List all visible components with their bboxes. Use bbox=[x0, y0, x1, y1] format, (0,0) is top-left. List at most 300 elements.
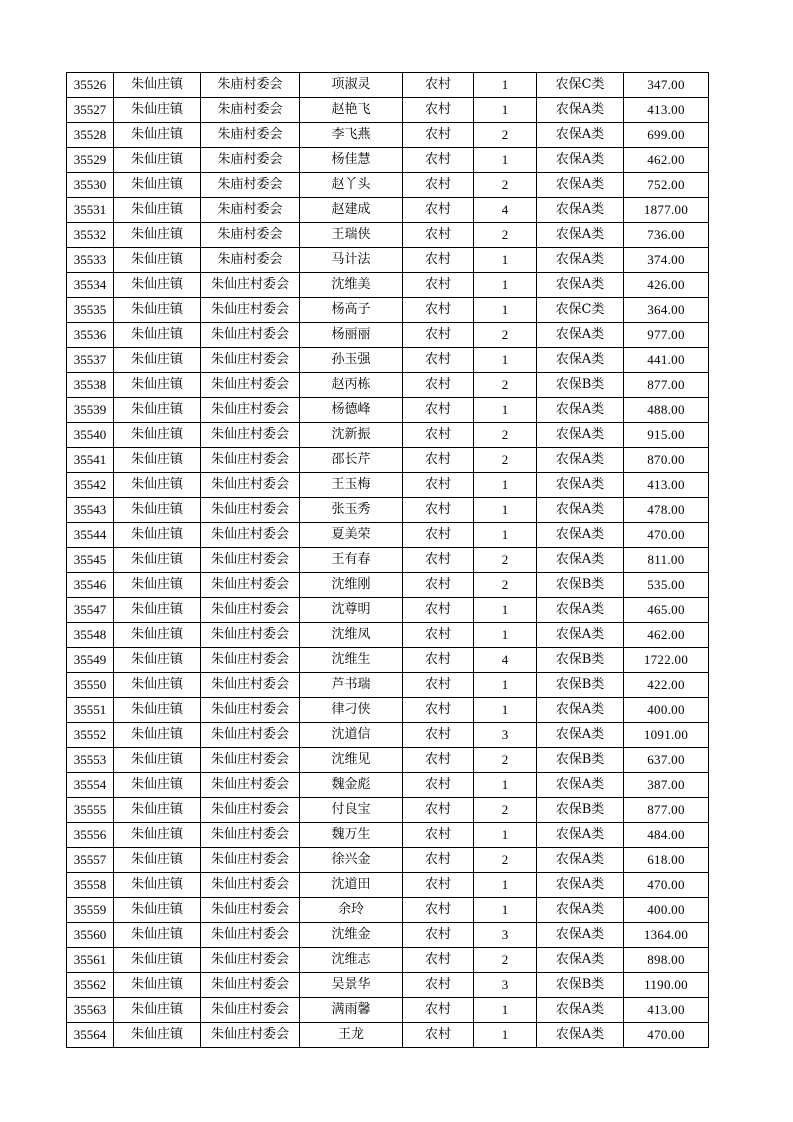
household-size-cell: 1 bbox=[474, 673, 537, 698]
row-id-cell: 35539 bbox=[67, 398, 114, 423]
insurance-category-cell: 农保C类 bbox=[537, 298, 624, 323]
table-row bbox=[67, 498, 709, 523]
town-cell: 朱仙庄镇 bbox=[114, 723, 201, 748]
household-size-cell: 1 bbox=[474, 473, 537, 498]
table-row bbox=[67, 973, 709, 998]
area-type-cell: 农村 bbox=[403, 723, 474, 748]
name-cell: 杨佳慧 bbox=[300, 148, 403, 173]
row-id-cell: 35537 bbox=[67, 348, 114, 373]
row-id-cell: 35559 bbox=[67, 898, 114, 923]
village-committee-cell: 朱仙庄村委会 bbox=[201, 973, 300, 998]
row-id-cell: 35543 bbox=[67, 498, 114, 523]
insurance-category-cell: 农保B类 bbox=[537, 573, 624, 598]
insurance-category-cell: 农保A类 bbox=[537, 598, 624, 623]
row-id-cell: 35533 bbox=[67, 248, 114, 273]
village-committee-cell: 朱庙村委会 bbox=[201, 248, 300, 273]
row-id-cell: 35549 bbox=[67, 648, 114, 673]
household-size-cell: 2 bbox=[474, 423, 537, 448]
table-row bbox=[67, 73, 709, 98]
table-row bbox=[67, 873, 709, 898]
row-id-cell: 35548 bbox=[67, 623, 114, 648]
row-id-cell: 35558 bbox=[67, 873, 114, 898]
area-type-cell: 农村 bbox=[403, 98, 474, 123]
household-size-cell: 2 bbox=[474, 573, 537, 598]
household-size-cell: 2 bbox=[474, 548, 537, 573]
village-committee-cell: 朱仙庄村委会 bbox=[201, 623, 300, 648]
insurance-category-cell: 农保C类 bbox=[537, 73, 624, 98]
town-cell: 朱仙庄镇 bbox=[114, 548, 201, 573]
amount-cell: 535.00 bbox=[624, 573, 709, 598]
household-size-cell: 1 bbox=[474, 523, 537, 548]
row-id-cell: 35527 bbox=[67, 98, 114, 123]
amount-cell: 877.00 bbox=[624, 373, 709, 398]
amount-cell: 877.00 bbox=[624, 798, 709, 823]
table-row bbox=[67, 523, 709, 548]
village-committee-cell: 朱仙庄村委会 bbox=[201, 448, 300, 473]
table-row bbox=[67, 998, 709, 1023]
area-type-cell: 农村 bbox=[403, 523, 474, 548]
amount-cell: 736.00 bbox=[624, 223, 709, 248]
amount-cell: 1091.00 bbox=[624, 723, 709, 748]
insurance-category-cell: 农保A类 bbox=[537, 873, 624, 898]
insurance-category-cell: 农保A类 bbox=[537, 623, 624, 648]
amount-cell: 977.00 bbox=[624, 323, 709, 348]
amount-cell: 413.00 bbox=[624, 98, 709, 123]
table-row bbox=[67, 423, 709, 448]
town-cell: 朱仙庄镇 bbox=[114, 798, 201, 823]
table-row bbox=[67, 823, 709, 848]
amount-cell: 387.00 bbox=[624, 773, 709, 798]
area-type-cell: 农村 bbox=[403, 223, 474, 248]
amount-cell: 462.00 bbox=[624, 148, 709, 173]
row-id-cell: 35528 bbox=[67, 123, 114, 148]
row-id-cell: 35561 bbox=[67, 948, 114, 973]
household-size-cell: 1 bbox=[474, 73, 537, 98]
insurance-category-cell: 农保A类 bbox=[537, 273, 624, 298]
area-type-cell: 农村 bbox=[403, 73, 474, 98]
area-type-cell: 农村 bbox=[403, 448, 474, 473]
name-cell: 王有春 bbox=[300, 548, 403, 573]
insurance-category-cell: 农保B类 bbox=[537, 673, 624, 698]
area-type-cell: 农村 bbox=[403, 748, 474, 773]
table-row bbox=[67, 273, 709, 298]
table-row bbox=[67, 898, 709, 923]
household-size-cell: 1 bbox=[474, 998, 537, 1023]
name-cell: 魏金彪 bbox=[300, 773, 403, 798]
village-committee-cell: 朱仙庄村委会 bbox=[201, 773, 300, 798]
name-cell: 沈维志 bbox=[300, 948, 403, 973]
amount-cell: 441.00 bbox=[624, 348, 709, 373]
village-committee-cell: 朱庙村委会 bbox=[201, 173, 300, 198]
town-cell: 朱仙庄镇 bbox=[114, 173, 201, 198]
village-committee-cell: 朱仙庄村委会 bbox=[201, 873, 300, 898]
area-type-cell: 农村 bbox=[403, 823, 474, 848]
town-cell: 朱仙庄镇 bbox=[114, 598, 201, 623]
area-type-cell: 农村 bbox=[403, 698, 474, 723]
village-committee-cell: 朱仙庄村委会 bbox=[201, 848, 300, 873]
village-committee-cell: 朱庙村委会 bbox=[201, 198, 300, 223]
name-cell: 付良宝 bbox=[300, 798, 403, 823]
row-id-cell: 35552 bbox=[67, 723, 114, 748]
table-row bbox=[67, 548, 709, 573]
amount-cell: 465.00 bbox=[624, 598, 709, 623]
village-committee-cell: 朱仙庄村委会 bbox=[201, 323, 300, 348]
table-row bbox=[67, 673, 709, 698]
insurance-category-cell: 农保A类 bbox=[537, 498, 624, 523]
village-committee-cell: 朱仙庄村委会 bbox=[201, 823, 300, 848]
amount-cell: 347.00 bbox=[624, 73, 709, 98]
amount-cell: 364.00 bbox=[624, 298, 709, 323]
insurance-category-cell: 农保A类 bbox=[537, 898, 624, 923]
insurance-category-cell: 农保A类 bbox=[537, 923, 624, 948]
town-cell: 朱仙庄镇 bbox=[114, 948, 201, 973]
amount-cell: 413.00 bbox=[624, 473, 709, 498]
insurance-category-cell: 农保A类 bbox=[537, 148, 624, 173]
amount-cell: 400.00 bbox=[624, 898, 709, 923]
insurance-category-cell: 农保A类 bbox=[537, 848, 624, 873]
insurance-category-cell: 农保A类 bbox=[537, 823, 624, 848]
village-committee-cell: 朱仙庄村委会 bbox=[201, 748, 300, 773]
insurance-category-cell: 农保A类 bbox=[537, 248, 624, 273]
town-cell: 朱仙庄镇 bbox=[114, 373, 201, 398]
village-committee-cell: 朱仙庄村委会 bbox=[201, 698, 300, 723]
village-committee-cell: 朱仙庄村委会 bbox=[201, 1023, 300, 1048]
household-size-cell: 2 bbox=[474, 323, 537, 348]
household-size-cell: 2 bbox=[474, 848, 537, 873]
insurance-category-cell: 农保B类 bbox=[537, 748, 624, 773]
town-cell: 朱仙庄镇 bbox=[114, 898, 201, 923]
town-cell: 朱仙庄镇 bbox=[114, 123, 201, 148]
village-committee-cell: 朱仙庄村委会 bbox=[201, 398, 300, 423]
amount-cell: 422.00 bbox=[624, 673, 709, 698]
village-committee-cell: 朱仙庄村委会 bbox=[201, 998, 300, 1023]
row-id-cell: 35545 bbox=[67, 548, 114, 573]
area-type-cell: 农村 bbox=[403, 373, 474, 398]
insurance-category-cell: 农保A类 bbox=[537, 948, 624, 973]
household-size-cell: 1 bbox=[474, 98, 537, 123]
town-cell: 朱仙庄镇 bbox=[114, 498, 201, 523]
village-committee-cell: 朱仙庄村委会 bbox=[201, 548, 300, 573]
name-cell: 沈道田 bbox=[300, 873, 403, 898]
village-committee-cell: 朱仙庄村委会 bbox=[201, 573, 300, 598]
household-size-cell: 1 bbox=[474, 873, 537, 898]
household-size-cell: 1 bbox=[474, 148, 537, 173]
row-id-cell: 35563 bbox=[67, 998, 114, 1023]
village-committee-cell: 朱仙庄村委会 bbox=[201, 923, 300, 948]
row-id-cell: 35546 bbox=[67, 573, 114, 598]
area-type-cell: 农村 bbox=[403, 423, 474, 448]
village-committee-cell: 朱仙庄村委会 bbox=[201, 723, 300, 748]
area-type-cell: 农村 bbox=[403, 573, 474, 598]
roster-table-body bbox=[67, 73, 709, 1048]
area-type-cell: 农村 bbox=[403, 298, 474, 323]
row-id-cell: 35532 bbox=[67, 223, 114, 248]
household-size-cell: 1 bbox=[474, 1023, 537, 1048]
town-cell: 朱仙庄镇 bbox=[114, 273, 201, 298]
village-committee-cell: 朱庙村委会 bbox=[201, 123, 300, 148]
row-id-cell: 35551 bbox=[67, 698, 114, 723]
table-row bbox=[67, 648, 709, 673]
table-row bbox=[67, 398, 709, 423]
table-row bbox=[67, 573, 709, 598]
area-type-cell: 农村 bbox=[403, 998, 474, 1023]
table-row bbox=[67, 323, 709, 348]
row-id-cell: 35536 bbox=[67, 323, 114, 348]
table-row bbox=[67, 123, 709, 148]
name-cell: 满雨馨 bbox=[300, 998, 403, 1023]
name-cell: 赵建成 bbox=[300, 198, 403, 223]
table-row bbox=[67, 448, 709, 473]
name-cell: 沈维刚 bbox=[300, 573, 403, 598]
row-id-cell: 35526 bbox=[67, 73, 114, 98]
name-cell: 芦书瑞 bbox=[300, 673, 403, 698]
town-cell: 朱仙庄镇 bbox=[114, 623, 201, 648]
household-size-cell: 2 bbox=[474, 448, 537, 473]
amount-cell: 426.00 bbox=[624, 273, 709, 298]
area-type-cell: 农村 bbox=[403, 673, 474, 698]
village-committee-cell: 朱仙庄村委会 bbox=[201, 348, 300, 373]
table-row bbox=[67, 298, 709, 323]
town-cell: 朱仙庄镇 bbox=[114, 748, 201, 773]
name-cell: 李飞燕 bbox=[300, 123, 403, 148]
village-committee-cell: 朱仙庄村委会 bbox=[201, 648, 300, 673]
row-id-cell: 35557 bbox=[67, 848, 114, 873]
name-cell: 沈新振 bbox=[300, 423, 403, 448]
amount-cell: 400.00 bbox=[624, 698, 709, 723]
area-type-cell: 农村 bbox=[403, 973, 474, 998]
insurance-category-cell: 农保A类 bbox=[537, 473, 624, 498]
household-size-cell: 1 bbox=[474, 273, 537, 298]
insurance-category-cell: 农保A类 bbox=[537, 198, 624, 223]
area-type-cell: 农村 bbox=[403, 548, 474, 573]
insurance-category-cell: 农保A类 bbox=[537, 698, 624, 723]
row-id-cell: 35531 bbox=[67, 198, 114, 223]
household-size-cell: 1 bbox=[474, 298, 537, 323]
household-size-cell: 1 bbox=[474, 773, 537, 798]
name-cell: 律刁侠 bbox=[300, 698, 403, 723]
row-id-cell: 35562 bbox=[67, 973, 114, 998]
insurance-category-cell: 农保B类 bbox=[537, 648, 624, 673]
row-id-cell: 35529 bbox=[67, 148, 114, 173]
area-type-cell: 农村 bbox=[403, 148, 474, 173]
area-type-cell: 农村 bbox=[403, 198, 474, 223]
row-id-cell: 35555 bbox=[67, 798, 114, 823]
household-size-cell: 1 bbox=[474, 498, 537, 523]
town-cell: 朱仙庄镇 bbox=[114, 248, 201, 273]
household-size-cell: 1 bbox=[474, 623, 537, 648]
name-cell: 孙玉强 bbox=[300, 348, 403, 373]
name-cell: 沈尊明 bbox=[300, 598, 403, 623]
amount-cell: 470.00 bbox=[624, 1023, 709, 1048]
row-id-cell: 35544 bbox=[67, 523, 114, 548]
row-id-cell: 35538 bbox=[67, 373, 114, 398]
row-id-cell: 35542 bbox=[67, 473, 114, 498]
insurance-category-cell: 农保A类 bbox=[537, 98, 624, 123]
insurance-category-cell: 农保A类 bbox=[537, 323, 624, 348]
village-committee-cell: 朱庙村委会 bbox=[201, 98, 300, 123]
town-cell: 朱仙庄镇 bbox=[114, 1023, 201, 1048]
town-cell: 朱仙庄镇 bbox=[114, 698, 201, 723]
amount-cell: 462.00 bbox=[624, 623, 709, 648]
table-row bbox=[67, 473, 709, 498]
household-size-cell: 1 bbox=[474, 398, 537, 423]
town-cell: 朱仙庄镇 bbox=[114, 648, 201, 673]
insurance-category-cell: 农保A类 bbox=[537, 523, 624, 548]
name-cell: 赵丫头 bbox=[300, 173, 403, 198]
name-cell: 邵长芹 bbox=[300, 448, 403, 473]
insurance-category-cell: 农保A类 bbox=[537, 173, 624, 198]
amount-cell: 413.00 bbox=[624, 998, 709, 1023]
insurance-category-cell: 农保A类 bbox=[537, 398, 624, 423]
amount-cell: 1190.00 bbox=[624, 973, 709, 998]
area-type-cell: 农村 bbox=[403, 898, 474, 923]
household-size-cell: 2 bbox=[474, 948, 537, 973]
insurance-category-cell: 农保A类 bbox=[537, 723, 624, 748]
table-row bbox=[67, 598, 709, 623]
household-size-cell: 1 bbox=[474, 598, 537, 623]
household-size-cell: 1 bbox=[474, 698, 537, 723]
amount-cell: 870.00 bbox=[624, 448, 709, 473]
town-cell: 朱仙庄镇 bbox=[114, 998, 201, 1023]
household-size-cell: 3 bbox=[474, 723, 537, 748]
name-cell: 吴景华 bbox=[300, 973, 403, 998]
name-cell: 项淑灵 bbox=[300, 73, 403, 98]
village-committee-cell: 朱庙村委会 bbox=[201, 148, 300, 173]
amount-cell: 915.00 bbox=[624, 423, 709, 448]
table-row bbox=[67, 173, 709, 198]
table-row bbox=[67, 348, 709, 373]
row-id-cell: 35540 bbox=[67, 423, 114, 448]
town-cell: 朱仙庄镇 bbox=[114, 523, 201, 548]
name-cell: 赵丙栋 bbox=[300, 373, 403, 398]
table-row bbox=[67, 373, 709, 398]
town-cell: 朱仙庄镇 bbox=[114, 848, 201, 873]
insurance-category-cell: 农保A类 bbox=[537, 223, 624, 248]
row-id-cell: 35530 bbox=[67, 173, 114, 198]
insurance-category-cell: 农保A类 bbox=[537, 123, 624, 148]
insurance-category-cell: 农保A类 bbox=[537, 548, 624, 573]
village-committee-cell: 朱仙庄村委会 bbox=[201, 948, 300, 973]
table-row bbox=[67, 98, 709, 123]
row-id-cell: 35556 bbox=[67, 823, 114, 848]
town-cell: 朱仙庄镇 bbox=[114, 348, 201, 373]
table-row bbox=[67, 798, 709, 823]
area-type-cell: 农村 bbox=[403, 598, 474, 623]
amount-cell: 470.00 bbox=[624, 873, 709, 898]
table-row bbox=[67, 923, 709, 948]
table-row bbox=[67, 748, 709, 773]
row-id-cell: 35560 bbox=[67, 923, 114, 948]
village-committee-cell: 朱庙村委会 bbox=[201, 73, 300, 98]
name-cell: 沈道信 bbox=[300, 723, 403, 748]
town-cell: 朱仙庄镇 bbox=[114, 773, 201, 798]
table-row bbox=[67, 948, 709, 973]
insurance-category-cell: 农保A类 bbox=[537, 423, 624, 448]
name-cell: 沈维美 bbox=[300, 273, 403, 298]
town-cell: 朱仙庄镇 bbox=[114, 98, 201, 123]
area-type-cell: 农村 bbox=[403, 1023, 474, 1048]
roster-table bbox=[66, 72, 709, 1048]
village-committee-cell: 朱仙庄村委会 bbox=[201, 598, 300, 623]
amount-cell: 1877.00 bbox=[624, 198, 709, 223]
amount-cell: 1364.00 bbox=[624, 923, 709, 948]
insurance-category-cell: 农保A类 bbox=[537, 773, 624, 798]
row-id-cell: 35534 bbox=[67, 273, 114, 298]
table-row bbox=[67, 223, 709, 248]
area-type-cell: 农村 bbox=[403, 948, 474, 973]
household-size-cell: 1 bbox=[474, 248, 537, 273]
area-type-cell: 农村 bbox=[403, 623, 474, 648]
village-committee-cell: 朱仙庄村委会 bbox=[201, 298, 300, 323]
name-cell: 杨德峰 bbox=[300, 398, 403, 423]
name-cell: 沈维见 bbox=[300, 748, 403, 773]
row-id-cell: 35553 bbox=[67, 748, 114, 773]
insurance-category-cell: 农保A类 bbox=[537, 998, 624, 1023]
town-cell: 朱仙庄镇 bbox=[114, 198, 201, 223]
amount-cell: 484.00 bbox=[624, 823, 709, 848]
area-type-cell: 农村 bbox=[403, 923, 474, 948]
household-size-cell: 1 bbox=[474, 348, 537, 373]
area-type-cell: 农村 bbox=[403, 273, 474, 298]
area-type-cell: 农村 bbox=[403, 648, 474, 673]
area-type-cell: 农村 bbox=[403, 798, 474, 823]
area-type-cell: 农村 bbox=[403, 848, 474, 873]
insurance-category-cell: 农保B类 bbox=[537, 973, 624, 998]
name-cell: 杨丽丽 bbox=[300, 323, 403, 348]
household-size-cell: 2 bbox=[474, 173, 537, 198]
area-type-cell: 农村 bbox=[403, 123, 474, 148]
town-cell: 朱仙庄镇 bbox=[114, 573, 201, 598]
household-size-cell: 2 bbox=[474, 373, 537, 398]
village-committee-cell: 朱仙庄村委会 bbox=[201, 273, 300, 298]
table-row bbox=[67, 148, 709, 173]
household-size-cell: 4 bbox=[474, 648, 537, 673]
table-row bbox=[67, 698, 709, 723]
amount-cell: 618.00 bbox=[624, 848, 709, 873]
row-id-cell: 35564 bbox=[67, 1023, 114, 1048]
area-type-cell: 农村 bbox=[403, 873, 474, 898]
town-cell: 朱仙庄镇 bbox=[114, 73, 201, 98]
name-cell: 张玉秀 bbox=[300, 498, 403, 523]
insurance-category-cell: 农保B类 bbox=[537, 373, 624, 398]
household-size-cell: 2 bbox=[474, 123, 537, 148]
household-size-cell: 1 bbox=[474, 823, 537, 848]
area-type-cell: 农村 bbox=[403, 348, 474, 373]
village-committee-cell: 朱仙庄村委会 bbox=[201, 473, 300, 498]
name-cell: 余玲 bbox=[300, 898, 403, 923]
village-committee-cell: 朱仙庄村委会 bbox=[201, 373, 300, 398]
household-size-cell: 4 bbox=[474, 198, 537, 223]
area-type-cell: 农村 bbox=[403, 173, 474, 198]
insurance-category-cell: 农保A类 bbox=[537, 348, 624, 373]
name-cell: 徐兴金 bbox=[300, 848, 403, 873]
town-cell: 朱仙庄镇 bbox=[114, 473, 201, 498]
village-committee-cell: 朱仙庄村委会 bbox=[201, 423, 300, 448]
town-cell: 朱仙庄镇 bbox=[114, 923, 201, 948]
area-type-cell: 农村 bbox=[403, 498, 474, 523]
village-committee-cell: 朱仙庄村委会 bbox=[201, 673, 300, 698]
row-id-cell: 35550 bbox=[67, 673, 114, 698]
household-size-cell: 1 bbox=[474, 898, 537, 923]
name-cell: 王龙 bbox=[300, 1023, 403, 1048]
area-type-cell: 农村 bbox=[403, 773, 474, 798]
village-committee-cell: 朱仙庄村委会 bbox=[201, 798, 300, 823]
town-cell: 朱仙庄镇 bbox=[114, 973, 201, 998]
area-type-cell: 农村 bbox=[403, 248, 474, 273]
row-id-cell: 35547 bbox=[67, 598, 114, 623]
table-row bbox=[67, 723, 709, 748]
amount-cell: 637.00 bbox=[624, 748, 709, 773]
